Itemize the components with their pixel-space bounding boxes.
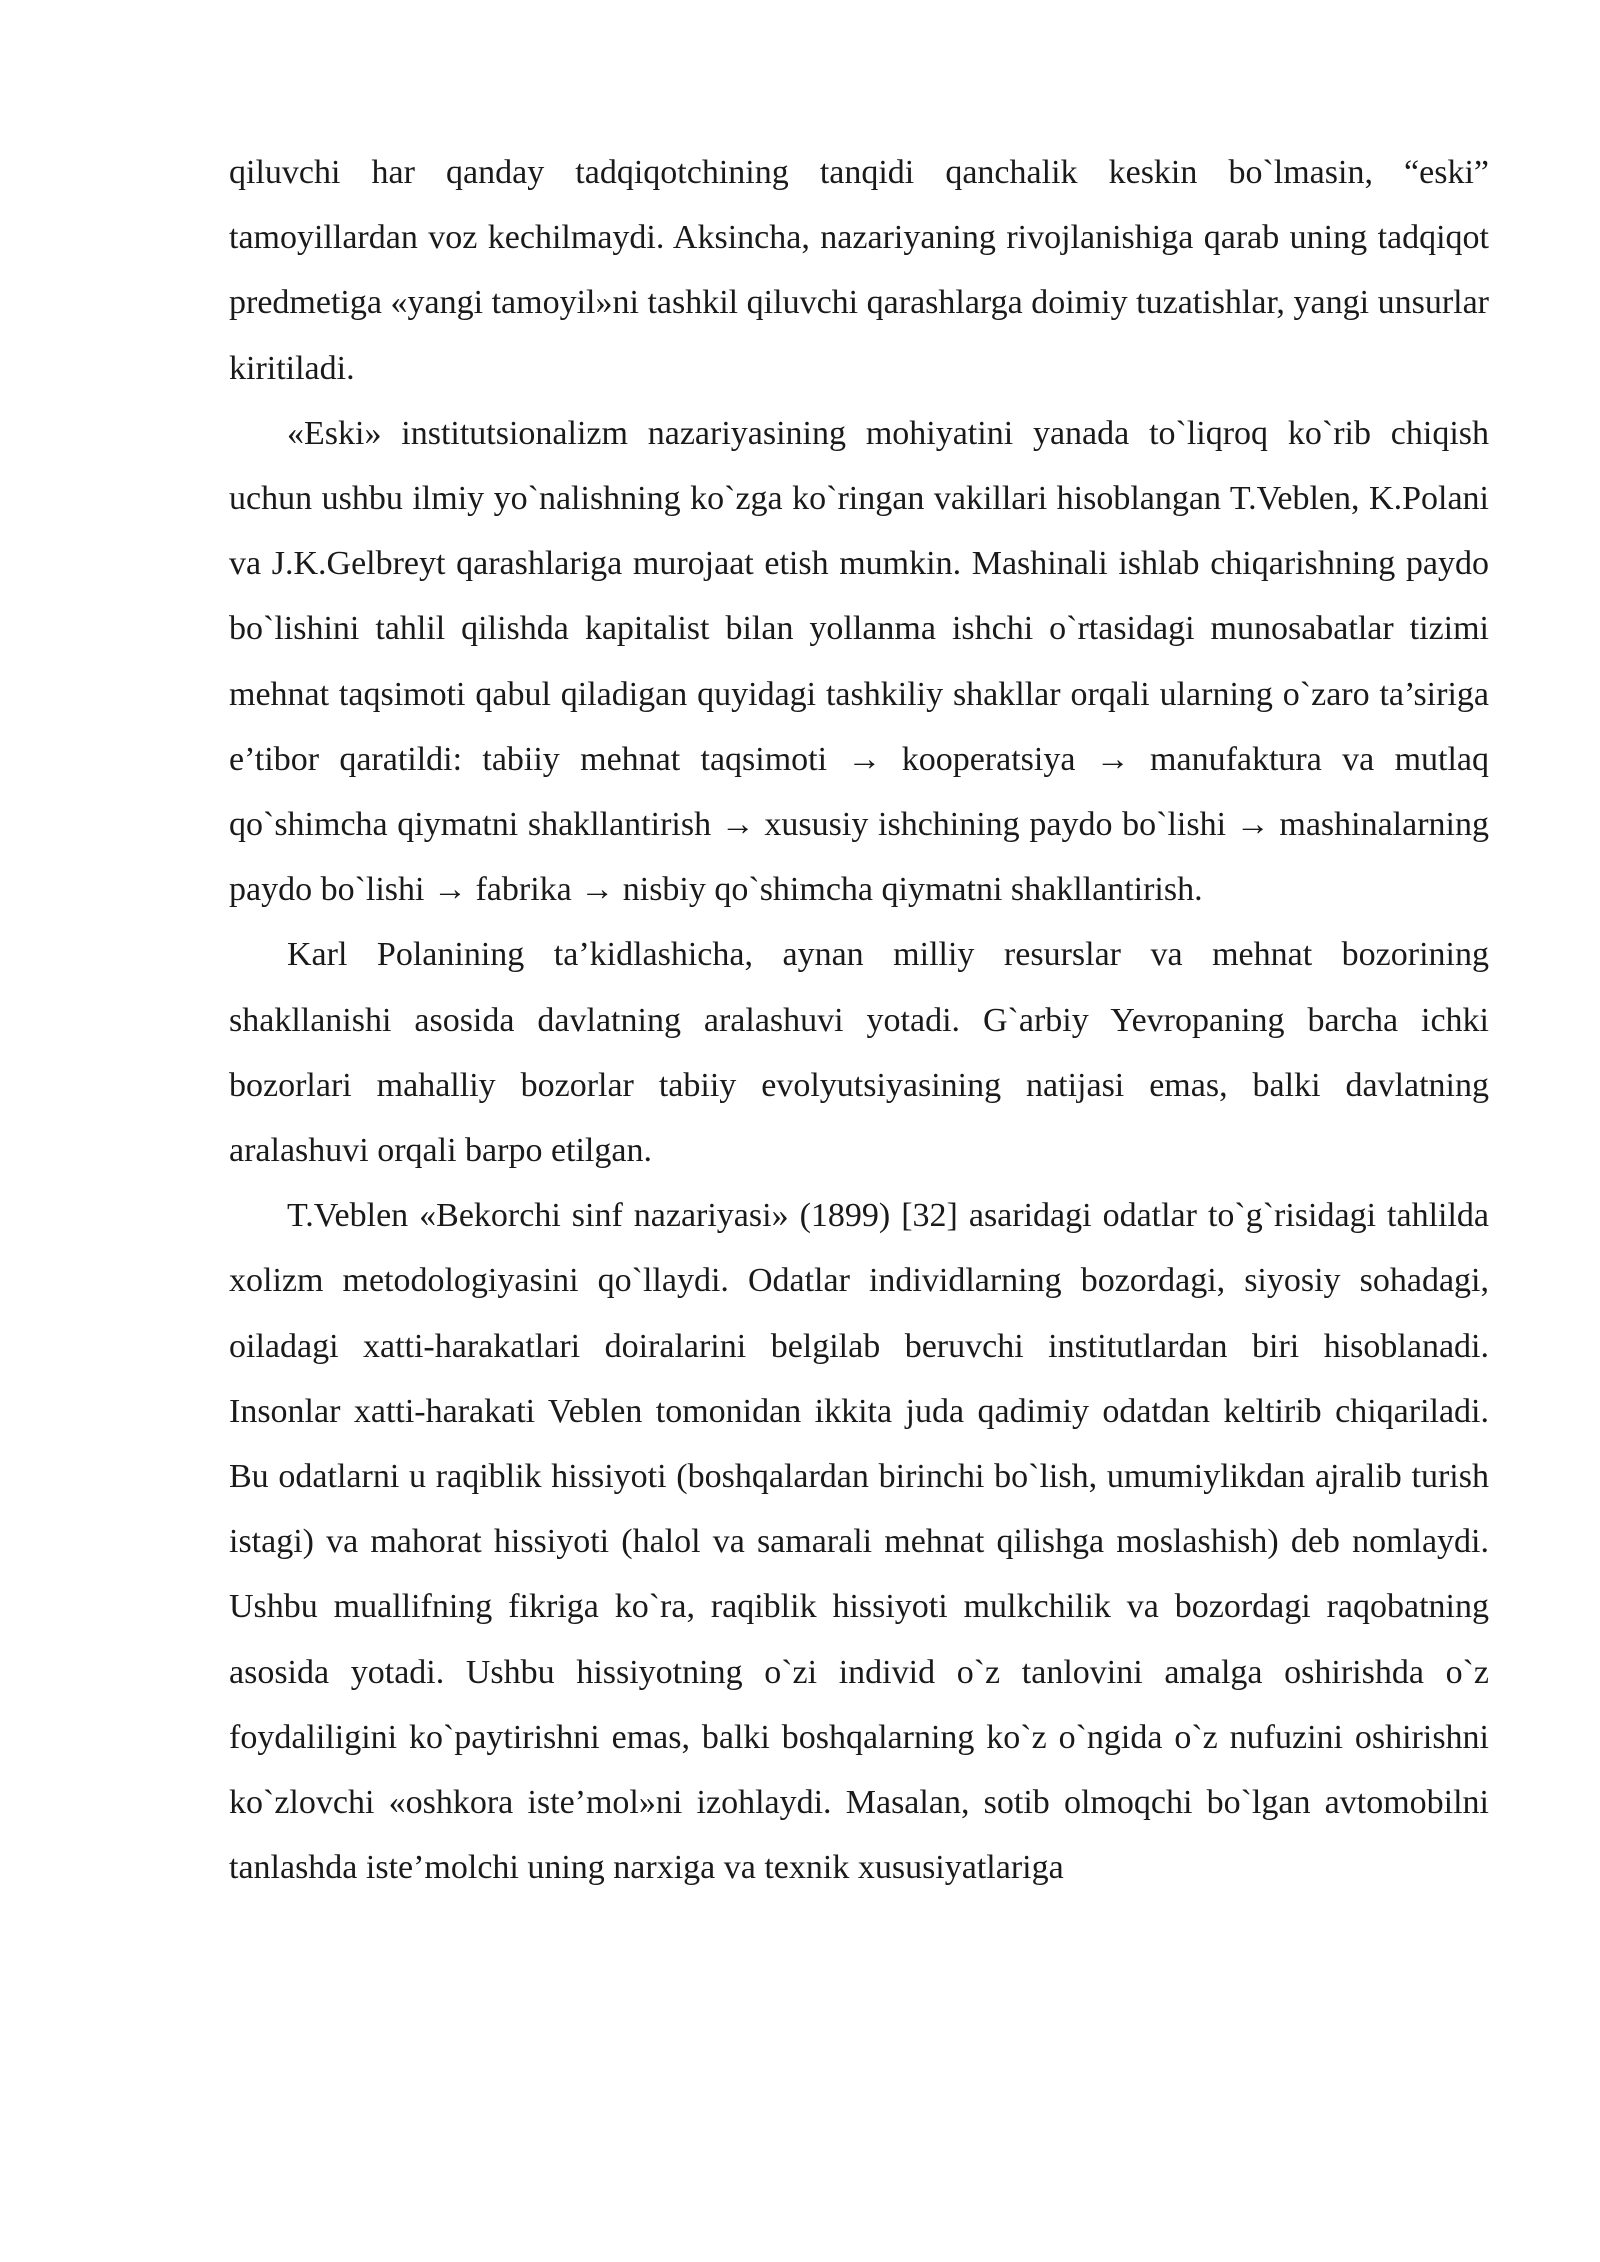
paragraph-1: qiluvchi har qanday tadqiqotchining tanqidi qanchalik keskin bo`lmasin, “eski” tamoyillardan voz kechilmaydi. Aksincha, nazariyaning rivojlanishiga qarab uning tadqiqot predmetiga «yangi tamoyil»ni tashkil qiluvchi qarashlarga doimiy tuzatishlar, yangi unsurlar kiritiladi. [229, 154, 1489, 387]
paragraph-3: Karl Polanining ta’kidlashicha, aynan milliy resurslar va mehnat bozorining shakllanishi asosida davlatning aralashuvi yotadi. G`arbiy Yevropaning barcha ichki bozorlari mahalliy bozorlar tabiiy evolyutsiyasining natijasi emas, balki davlatning aralashuvi orqali barpo etilgan. [229, 936, 1489, 1170]
document-page [229, 140, 1489, 1900]
paragraph-4: T.Veblen «Bekorchi sinf nazariyasi» (1899) [32] asaridagi odatlar to`g`risidagi tahlilda xolizm metodologiyasini qo`llaydi. Odatlar individlarning bozordagi, siyosiy sohadagi, oiladagi xatti-harakatlari doiralarini belgilab beruvchi institutlardan biri hisoblanadi. Insonlar xatti-harakati Veblen tomonidan ikkita juda qadimiy odatdan keltirib chiqariladi. Bu odatlarni u raqiblik hissiyoti (boshqalardan birinchi bo`lish, umumiylikdan ajralib turish istagi) va mahorat hissiyoti (halol va samarali mehnat qilishga moslashish) deb nomlaydi. Ushbu muallifning fikriga ko`ra, raqiblik hissiyoti mulkchilik va bozordagi raqobatning asosida yotadi. Ushbu hissiyotning o`zi individ o`z tanlovini amalga oshirishda o`z foydaliligini ko`paytirishni emas, balki boshqalarning ko`z o`ngida o`z nufuzini oshirishni ko`zlovchi «oshkora iste’mol»ni izohlaydi. Masalan, sotib olmoqchi bo`lgan avtomobilni tanlashda iste’molchi uning narxiga va texnik xususiyatlariga [229, 1197, 1489, 1887]
paragraph-2: «Eski» institutsionalizm nazariyasining mohiyatini yanada to`liqroq ko`rib chiqish uchun ushbu ilmiy yo`nalishning ko`zga ko`ringan vakillari hisoblangan T.Veblen, K.Polani va J.K.Gelbreyt qarashlariga murojaat etish mumkin. Mashinali ishlab chiqarishning paydo bo`lishini tahlil qilishda kapitalist bilan yollanma ishchi o`rtasidagi munosabatlar tizimi mehnat taqsimoti qabul qiladigan quyidagi tashkiliy shakllar orqali ularning o`zaro ta’siriga e’tibor qaratildi: tabiiy mehnat taqsimoti → kooperatsiya → manufaktura va mutlaq qo`shimcha qiymatni shakllantirish → xususiy ishchining paydo bo`lishi → mashinalarning paydo bo`lishi → fabrika → nisbiy qo`shimcha qiymatni shakllantirish. [229, 414, 1489, 909]
